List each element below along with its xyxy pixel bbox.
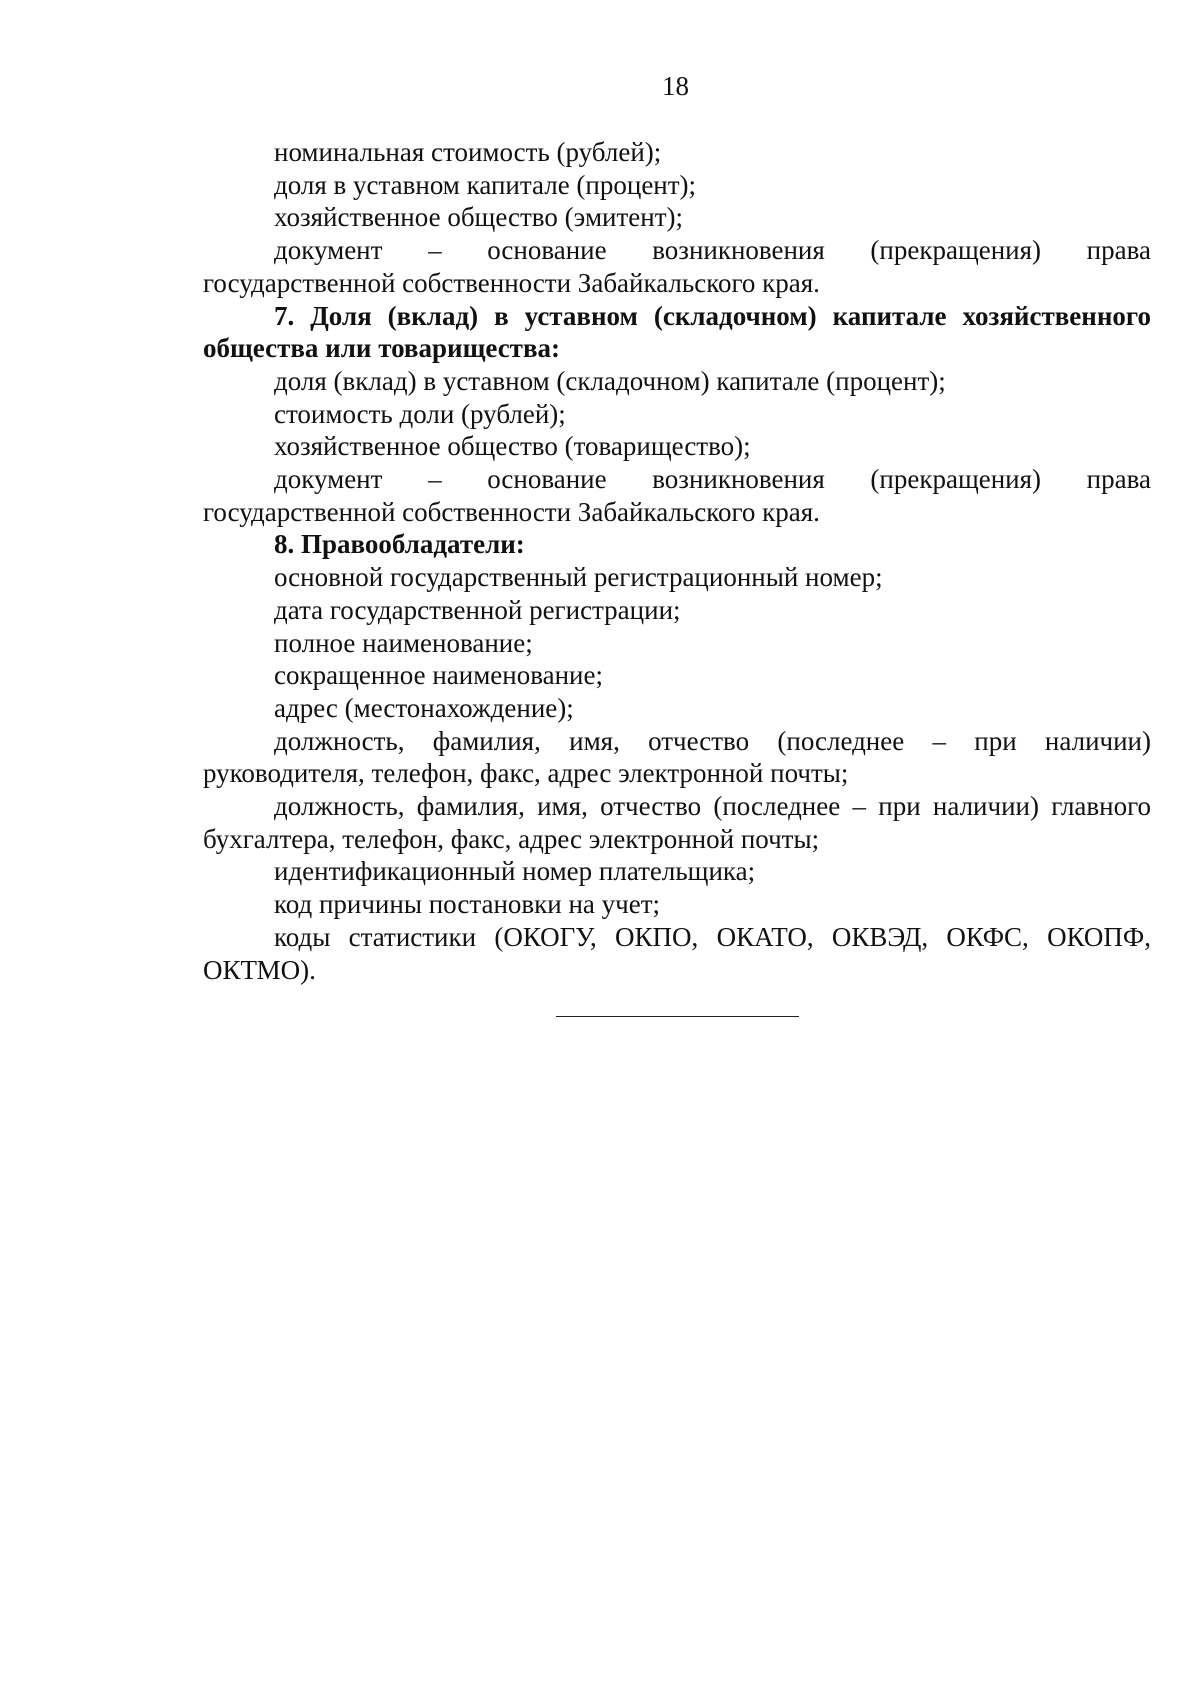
page-number: 18	[662, 71, 689, 101]
paragraph-share-value: стоимость доли (рублей);	[274, 398, 566, 429]
paragraph-accountant-contacts: должность, фамилия, имя, отчество (последнее – при наличии) главного бухгалтера, телефон, факс, адрес электронной почты;	[203, 791, 1151, 854]
document-body	[203, 136, 1151, 986]
paragraph-share-in-capital: доля в уставном капитале (процент);	[274, 169, 697, 200]
paragraph-head-contacts: должность, фамилия, имя, отчество (последнее – при наличии) руководителя, телефон, факс, адрес электронной почты;	[203, 725, 1151, 789]
paragraph-partnership: хозяйственное общество (товарищество);	[274, 431, 751, 462]
paragraph-ogrn: основной государственный регистрационный номер;	[274, 562, 883, 593]
paragraph-basis-document: документ – основание возникновения (прекращения) права государственной собственности Забайкальского края.	[203, 235, 1151, 298]
paragraph-registration-date: дата государственной регистрации;	[274, 594, 681, 625]
document-end-divider	[556, 1016, 799, 1017]
paragraph-issuer: хозяйственное общество (эмитент);	[274, 202, 684, 233]
paragraph-kpp: код причины постановки на учет;	[274, 889, 661, 920]
paragraph-nominal-value: номинальная стоимость (рублей);	[274, 137, 662, 167]
paragraph-full-name: полное наименование;	[274, 627, 533, 658]
paragraph-basis-document-2: документ – основание возникновения (прекращения) права государственной собственности Забайкальского края.	[203, 464, 1151, 527]
paragraph-inn: идентификационный номер плательщика;	[274, 856, 756, 887]
paragraph-contribution-share: доля (вклад) в уставном (складочном) капитале (процент);	[274, 365, 946, 396]
paragraph-address: адрес (местонахождение);	[274, 692, 574, 723]
paragraph-statistics-codes: коды статистики (ОКОГУ, ОКПО, ОКАТО, ОКВЭД, ОКФС, ОКОПФ, ОКТМО).	[203, 921, 1151, 985]
paragraph-short-name: сокращенное наименование;	[274, 660, 603, 691]
section-heading-7: 7. Доля (вклад) в уставном (складочном) капитале хозяйственного общества или товарищества:	[203, 300, 1151, 364]
section-heading-8: 8. Правообладатели:	[274, 529, 525, 560]
